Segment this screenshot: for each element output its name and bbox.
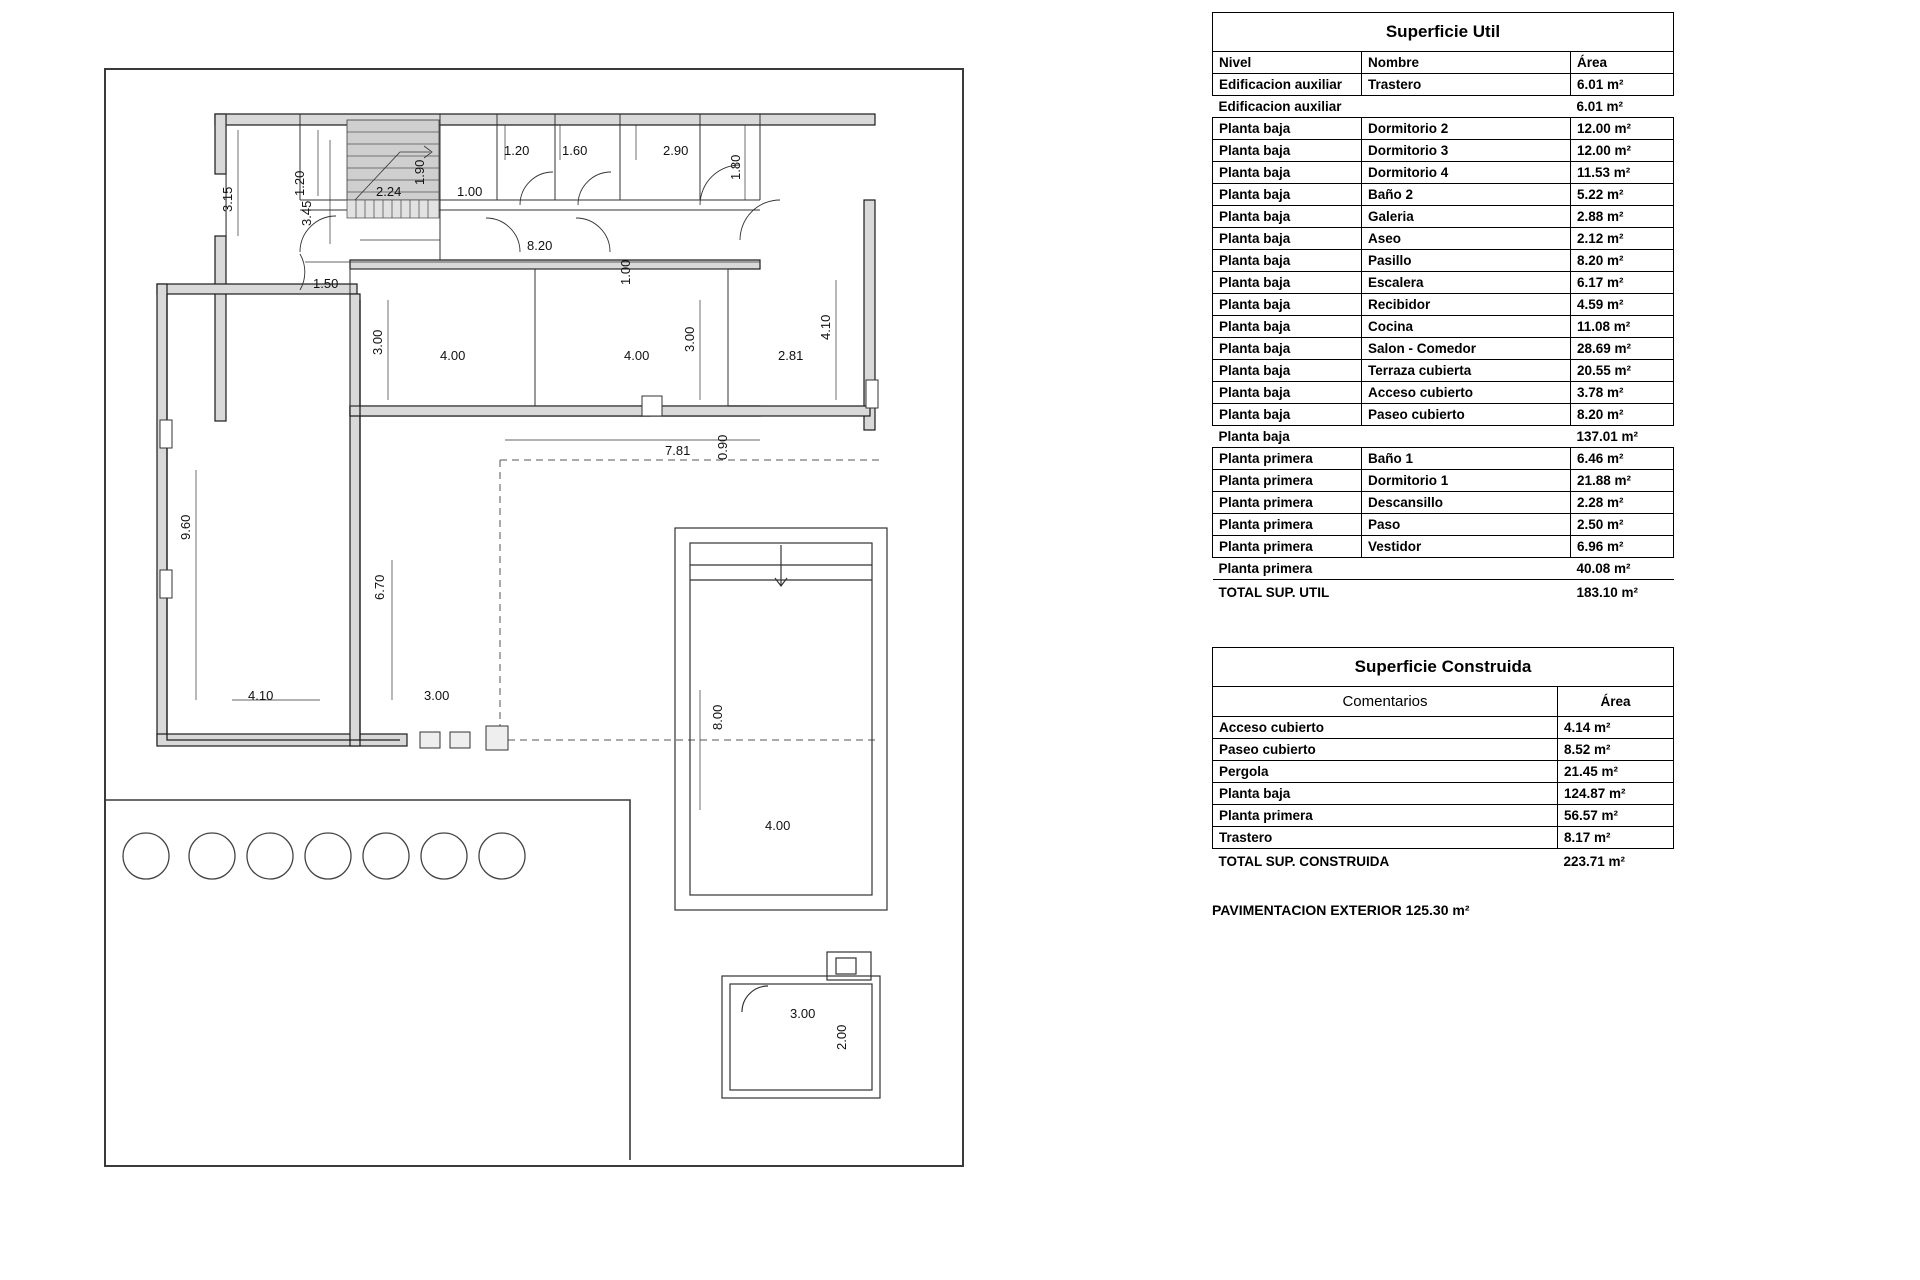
cell-nombre: Vestidor bbox=[1362, 536, 1571, 558]
dim-1-00a: 1.00 bbox=[457, 184, 483, 199]
header-nombre: Nombre bbox=[1362, 52, 1571, 74]
cell-nombre: Recibidor bbox=[1362, 294, 1571, 316]
cell-area: 3.78 m² bbox=[1571, 382, 1674, 404]
table-total-row bbox=[1213, 849, 1674, 873]
cell-area: 4.14 m² bbox=[1558, 717, 1674, 739]
cell-nombre: Cocina bbox=[1362, 316, 1571, 338]
dim-4-00b: 4.00 bbox=[624, 348, 650, 363]
header-area-2: Área bbox=[1558, 687, 1674, 717]
table-row bbox=[1213, 228, 1674, 250]
table-row bbox=[1213, 536, 1674, 558]
cell-nombre bbox=[1362, 96, 1571, 118]
dim-7-81: 7.81 bbox=[665, 443, 691, 458]
cell-area: 11.08 m² bbox=[1571, 316, 1674, 338]
cell-nombre: Planta baja bbox=[1213, 783, 1558, 805]
cell-nombre: Paseo cubierto bbox=[1213, 739, 1558, 761]
cell-total-area: 223.71 m² bbox=[1563, 854, 1626, 869]
cell-area: 21.88 m² bbox=[1571, 470, 1674, 492]
cell-nombre: Paso bbox=[1362, 514, 1571, 536]
dim-3-00c: 3.00 bbox=[424, 688, 450, 703]
table-row bbox=[1213, 140, 1674, 162]
cell-nombre: Aseo bbox=[1362, 228, 1571, 250]
cell-area: 12.00 m² bbox=[1571, 140, 1674, 162]
surface-tables bbox=[1212, 12, 1682, 918]
cell-nombre: Dormitorio 4 bbox=[1362, 162, 1571, 184]
cell-nivel: Planta baja bbox=[1213, 382, 1362, 404]
dim-1-20a: 1.20 bbox=[292, 170, 307, 196]
table-util-title: Superficie Util bbox=[1213, 13, 1674, 52]
table-row bbox=[1213, 162, 1674, 184]
cell-nivel: Edificacion auxiliar bbox=[1213, 96, 1362, 118]
table-row bbox=[1213, 783, 1674, 805]
cell-nombre: Dormitorio 3 bbox=[1362, 140, 1571, 162]
table-row bbox=[1213, 761, 1674, 783]
table-util-header-row bbox=[1213, 52, 1674, 74]
table-total-row bbox=[1213, 580, 1674, 604]
cell-nombre: Dormitorio 2 bbox=[1362, 118, 1571, 140]
cell-nombre: Salon - Comedor bbox=[1362, 338, 1571, 360]
cell-area: 8.52 m² bbox=[1558, 739, 1674, 761]
cell-area: 137.01 m² bbox=[1571, 426, 1674, 448]
cell-nivel: Planta baja bbox=[1213, 228, 1362, 250]
cell-area: 6.46 m² bbox=[1571, 448, 1674, 470]
table-row bbox=[1213, 805, 1674, 827]
cell-area: 8.17 m² bbox=[1558, 827, 1674, 849]
table-subtotal-row bbox=[1213, 96, 1674, 118]
dim-3-00a: 3.00 bbox=[370, 329, 385, 355]
dim-1-60: 1.60 bbox=[562, 143, 588, 158]
cell-nombre: Acceso cubierto bbox=[1213, 717, 1558, 739]
table-superficie-construida bbox=[1212, 647, 1674, 872]
dim-2-24: 2.24 bbox=[376, 184, 402, 199]
dim-2-90: 2.90 bbox=[663, 143, 689, 158]
table-row bbox=[1213, 74, 1674, 96]
dim-0-90: 0.90 bbox=[715, 434, 730, 460]
dim-8-20: 8.20 bbox=[527, 238, 553, 253]
cell-nivel: Planta baja bbox=[1213, 426, 1362, 448]
cell-total-label: TOTAL SUP. UTIL bbox=[1218, 585, 1330, 600]
table-row bbox=[1213, 404, 1674, 426]
dim-3-15: 3.15 bbox=[220, 186, 235, 212]
table-subtotal-row bbox=[1213, 426, 1674, 448]
table-row bbox=[1213, 382, 1674, 404]
cell-nombre: Baño 1 bbox=[1362, 448, 1571, 470]
cell-nivel: Planta baja bbox=[1213, 206, 1362, 228]
cell-area: 6.01 m² bbox=[1571, 96, 1674, 118]
table-row bbox=[1213, 448, 1674, 470]
header-nivel: Nivel bbox=[1213, 52, 1362, 74]
cell-nivel: Planta baja bbox=[1213, 140, 1362, 162]
cell-nombre bbox=[1362, 426, 1571, 448]
cell-area: 6.96 m² bbox=[1571, 536, 1674, 558]
cell-nivel: Planta primera bbox=[1213, 448, 1362, 470]
cell-area: 40.08 m² bbox=[1571, 558, 1674, 580]
header-comentarios: Comentarios bbox=[1213, 687, 1558, 717]
dim-3-00d: 3.00 bbox=[790, 1006, 816, 1021]
dim-9-60: 9.60 bbox=[178, 514, 193, 540]
table-subtotal-row bbox=[1213, 558, 1674, 580]
cell-area: 2.88 m² bbox=[1571, 206, 1674, 228]
cell-nivel: Planta baja bbox=[1213, 360, 1362, 382]
cell-nombre: Acceso cubierto bbox=[1362, 382, 1571, 404]
table-row bbox=[1213, 739, 1674, 761]
cell-nivel: Planta primera bbox=[1213, 558, 1362, 580]
cell-total-area: 183.10 m² bbox=[1576, 585, 1639, 600]
dim-3-00b: 3.00 bbox=[682, 326, 697, 352]
dim-1-90: 1.90 bbox=[412, 159, 427, 185]
cell-nombre: Descansillo bbox=[1362, 492, 1571, 514]
table-row bbox=[1213, 492, 1674, 514]
table-superficie-util bbox=[1212, 12, 1674, 603]
cell-area: 12.00 m² bbox=[1571, 118, 1674, 140]
table-row bbox=[1213, 250, 1674, 272]
cell-nivel: Planta baja bbox=[1213, 162, 1362, 184]
cell-area: 124.87 m² bbox=[1558, 783, 1674, 805]
cell-area: 4.59 m² bbox=[1571, 294, 1674, 316]
dim-3-45: 3.45 bbox=[299, 200, 314, 226]
cell-nombre: Pasillo bbox=[1362, 250, 1571, 272]
table-row bbox=[1213, 118, 1674, 140]
cell-nivel: Planta primera bbox=[1213, 514, 1362, 536]
table-construida-header-row bbox=[1213, 687, 1674, 717]
dim-6-70: 6.70 bbox=[372, 574, 387, 600]
dim-2-81: 2.81 bbox=[778, 348, 804, 363]
cell-area: 21.45 m² bbox=[1558, 761, 1674, 783]
cell-area: 28.69 m² bbox=[1571, 338, 1674, 360]
cell-nombre: Trastero bbox=[1362, 74, 1571, 96]
cell-nivel: Planta baja bbox=[1213, 404, 1362, 426]
dim-1-80: 1.80 bbox=[728, 154, 743, 180]
dim-1-20b: 1.20 bbox=[504, 143, 530, 158]
table-row bbox=[1213, 360, 1674, 382]
cell-area: 5.22 m² bbox=[1571, 184, 1674, 206]
cell-nivel: Planta primera bbox=[1213, 536, 1362, 558]
cell-nombre bbox=[1362, 558, 1571, 580]
dim-1-50: 1.50 bbox=[313, 276, 339, 291]
table-row bbox=[1213, 827, 1674, 849]
cell-area: 2.12 m² bbox=[1571, 228, 1674, 250]
cell-nombre: Trastero bbox=[1213, 827, 1558, 849]
cell-nivel: Planta baja bbox=[1213, 316, 1362, 338]
dim-4-00a: 4.00 bbox=[440, 348, 466, 363]
cell-nombre: Dormitorio 1 bbox=[1362, 470, 1571, 492]
cell-nombre: Pergola bbox=[1213, 761, 1558, 783]
table-row bbox=[1213, 514, 1674, 536]
cell-nivel: Planta baja bbox=[1213, 184, 1362, 206]
cell-area: 8.20 m² bbox=[1571, 250, 1674, 272]
cell-area: 8.20 m² bbox=[1571, 404, 1674, 426]
table-row bbox=[1213, 338, 1674, 360]
cell-nivel: Planta baja bbox=[1213, 338, 1362, 360]
cell-area: 2.50 m² bbox=[1571, 514, 1674, 536]
cell-nivel: Planta baja bbox=[1213, 118, 1362, 140]
dim-1-00b: 1.00 bbox=[618, 259, 633, 285]
cell-area: 6.01 m² bbox=[1571, 74, 1674, 96]
dim-2-00: 2.00 bbox=[834, 1024, 849, 1050]
table-row bbox=[1213, 294, 1674, 316]
table-row bbox=[1213, 316, 1674, 338]
cell-nombre: Paseo cubierto bbox=[1362, 404, 1571, 426]
pavimentacion-exterior-note: PAVIMENTACION EXTERIOR 125.30 m² bbox=[1212, 902, 1470, 918]
table-row bbox=[1213, 272, 1674, 294]
table-row bbox=[1213, 717, 1674, 739]
dim-4-10a: 4.10 bbox=[818, 314, 833, 340]
cell-nombre: Baño 2 bbox=[1362, 184, 1571, 206]
dim-4-10b: 4.10 bbox=[248, 688, 274, 703]
header-area: Área bbox=[1571, 52, 1674, 74]
cell-total-label: TOTAL SUP. CONSTRUIDA bbox=[1218, 854, 1390, 869]
cell-nivel: Planta primera bbox=[1213, 492, 1362, 514]
cell-area: 11.53 m² bbox=[1571, 162, 1674, 184]
cell-nombre: Escalera bbox=[1362, 272, 1571, 294]
table-row bbox=[1213, 184, 1674, 206]
table-row bbox=[1213, 470, 1674, 492]
cell-area: 6.17 m² bbox=[1571, 272, 1674, 294]
cell-nivel: Planta primera bbox=[1213, 470, 1362, 492]
cell-nivel: Edificacion auxiliar bbox=[1213, 74, 1362, 96]
cell-area: 2.28 m² bbox=[1571, 492, 1674, 514]
dim-8-00: 8.00 bbox=[710, 704, 725, 730]
cell-nombre: Planta primera bbox=[1213, 805, 1558, 827]
dim-4-00c: 4.00 bbox=[765, 818, 791, 833]
cell-nombre: Terraza cubierta bbox=[1362, 360, 1571, 382]
cell-area: 20.55 m² bbox=[1571, 360, 1674, 382]
cell-nivel: Planta baja bbox=[1213, 272, 1362, 294]
table-construida-title: Superficie Construida bbox=[1213, 648, 1674, 687]
cell-nombre: Galeria bbox=[1362, 206, 1571, 228]
cell-area: 56.57 m² bbox=[1558, 805, 1674, 827]
cell-nivel: Planta baja bbox=[1213, 250, 1362, 272]
cell-nivel: Planta baja bbox=[1213, 294, 1362, 316]
table-row bbox=[1213, 206, 1674, 228]
